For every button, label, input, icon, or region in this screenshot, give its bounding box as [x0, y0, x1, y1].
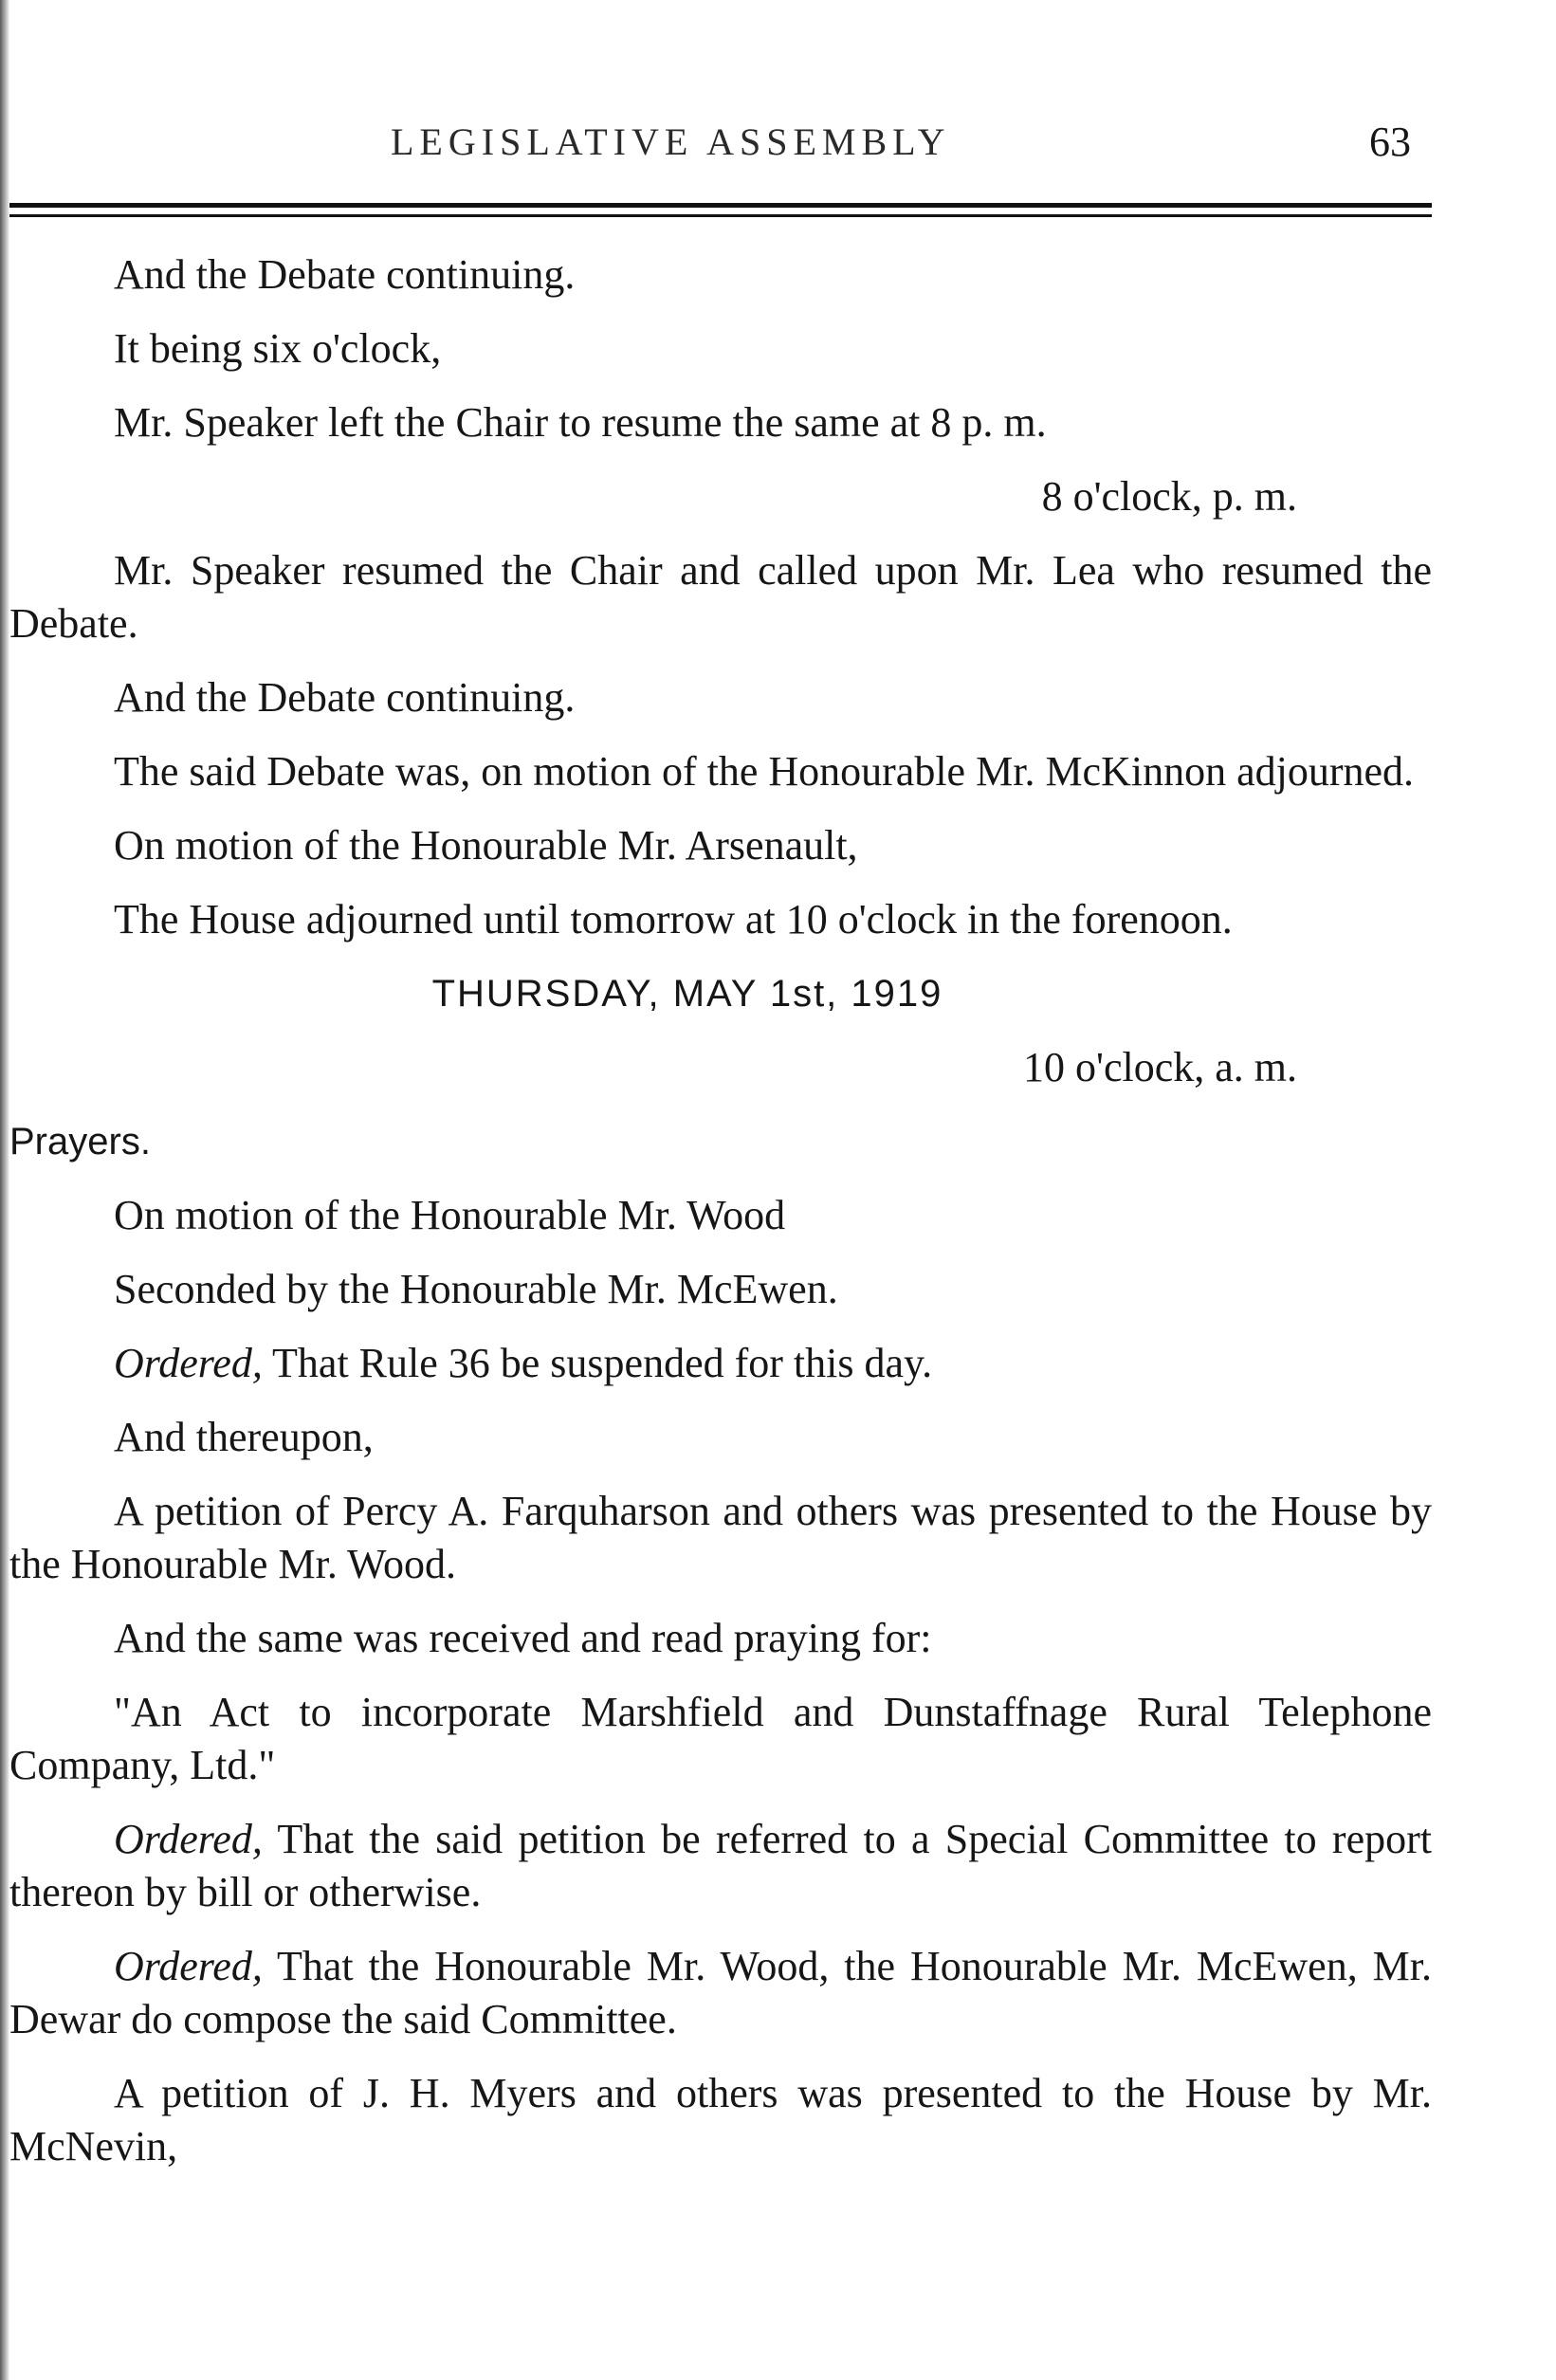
order-text: That the said petition be referred to a Special Committee to report thereon by bill or otherwise. [9, 1816, 1432, 1915]
order-paragraph [9, 1940, 1432, 2046]
paragraph: Mr. Speaker left the Chair to resume the same at 8 p. m. [114, 399, 1047, 446]
running-title: LEGISLATIVE ASSEMBLY [391, 120, 951, 163]
order-text: That the Honourable Mr. Wood, the Honourable Mr. McEwen, Mr. Dewar do compose the said Committee. [9, 1943, 1432, 2042]
petition-paragraph: A petition of Percy A. Farquharson and others was presented to the House by the Honourable Mr. Wood. [9, 1488, 1432, 1587]
paragraph: And thereupon, [114, 1414, 374, 1460]
paragraph: And the same was received and read praying for: [114, 1615, 932, 1661]
paragraph: Mr. Speaker resumed the Chair and called upon Mr. Lea who resumed the Debate. [9, 547, 1432, 647]
ordered-label: Ordered, [114, 1816, 263, 1862]
seconded-line: Seconded by the Honourable Mr. McEwen. [114, 1266, 838, 1312]
paragraph: On motion of the Honourable Mr. Arsenault, [114, 822, 858, 869]
petition-paragraph: A petition of J. H. Myers and others was presented to the House by Mr. McNevin, [9, 2070, 1432, 2169]
paragraph: And the Debate continuing. [114, 674, 576, 721]
header-rule-thin [9, 214, 1432, 217]
time-stamp: 8 o'clock, p. m. [1041, 473, 1297, 520]
prayers-label: Prayers. [9, 1121, 151, 1163]
body-text [9, 248, 1432, 2194]
ordered-label: Ordered, [114, 1943, 263, 1989]
header-rule-thick [9, 203, 1432, 208]
day-heading: THURSDAY, MAY 1st, 1919 [431, 973, 943, 1015]
paragraph: And the Debate continuing. [114, 251, 576, 298]
time-stamp: 10 o'clock, a. m. [1023, 1044, 1297, 1090]
paragraph: The House adjourned until tomorrow at 10 o'clock in the forenoon. [114, 896, 1233, 943]
order-paragraph [9, 1337, 1432, 1390]
order-text: That Rule 36 be suspended for this day. [262, 1340, 933, 1386]
order-paragraph [9, 1813, 1432, 1919]
ordered-label: Ordered, [114, 1340, 263, 1386]
paragraph: It being six o'clock, [114, 325, 442, 372]
page-number: 63 [1369, 119, 1411, 165]
motion-line: On motion of the Honourable Mr. Wood [114, 1192, 786, 1238]
paragraph: The said Debate was, on motion of the Honourable Mr. McKinnon adjourned. [114, 748, 1415, 795]
running-header [0, 114, 1556, 171]
act-title: "An Act to incorporate Marshfield and Dunstaffnage Rural Telephone Company, Ltd." [9, 1689, 1432, 1788]
